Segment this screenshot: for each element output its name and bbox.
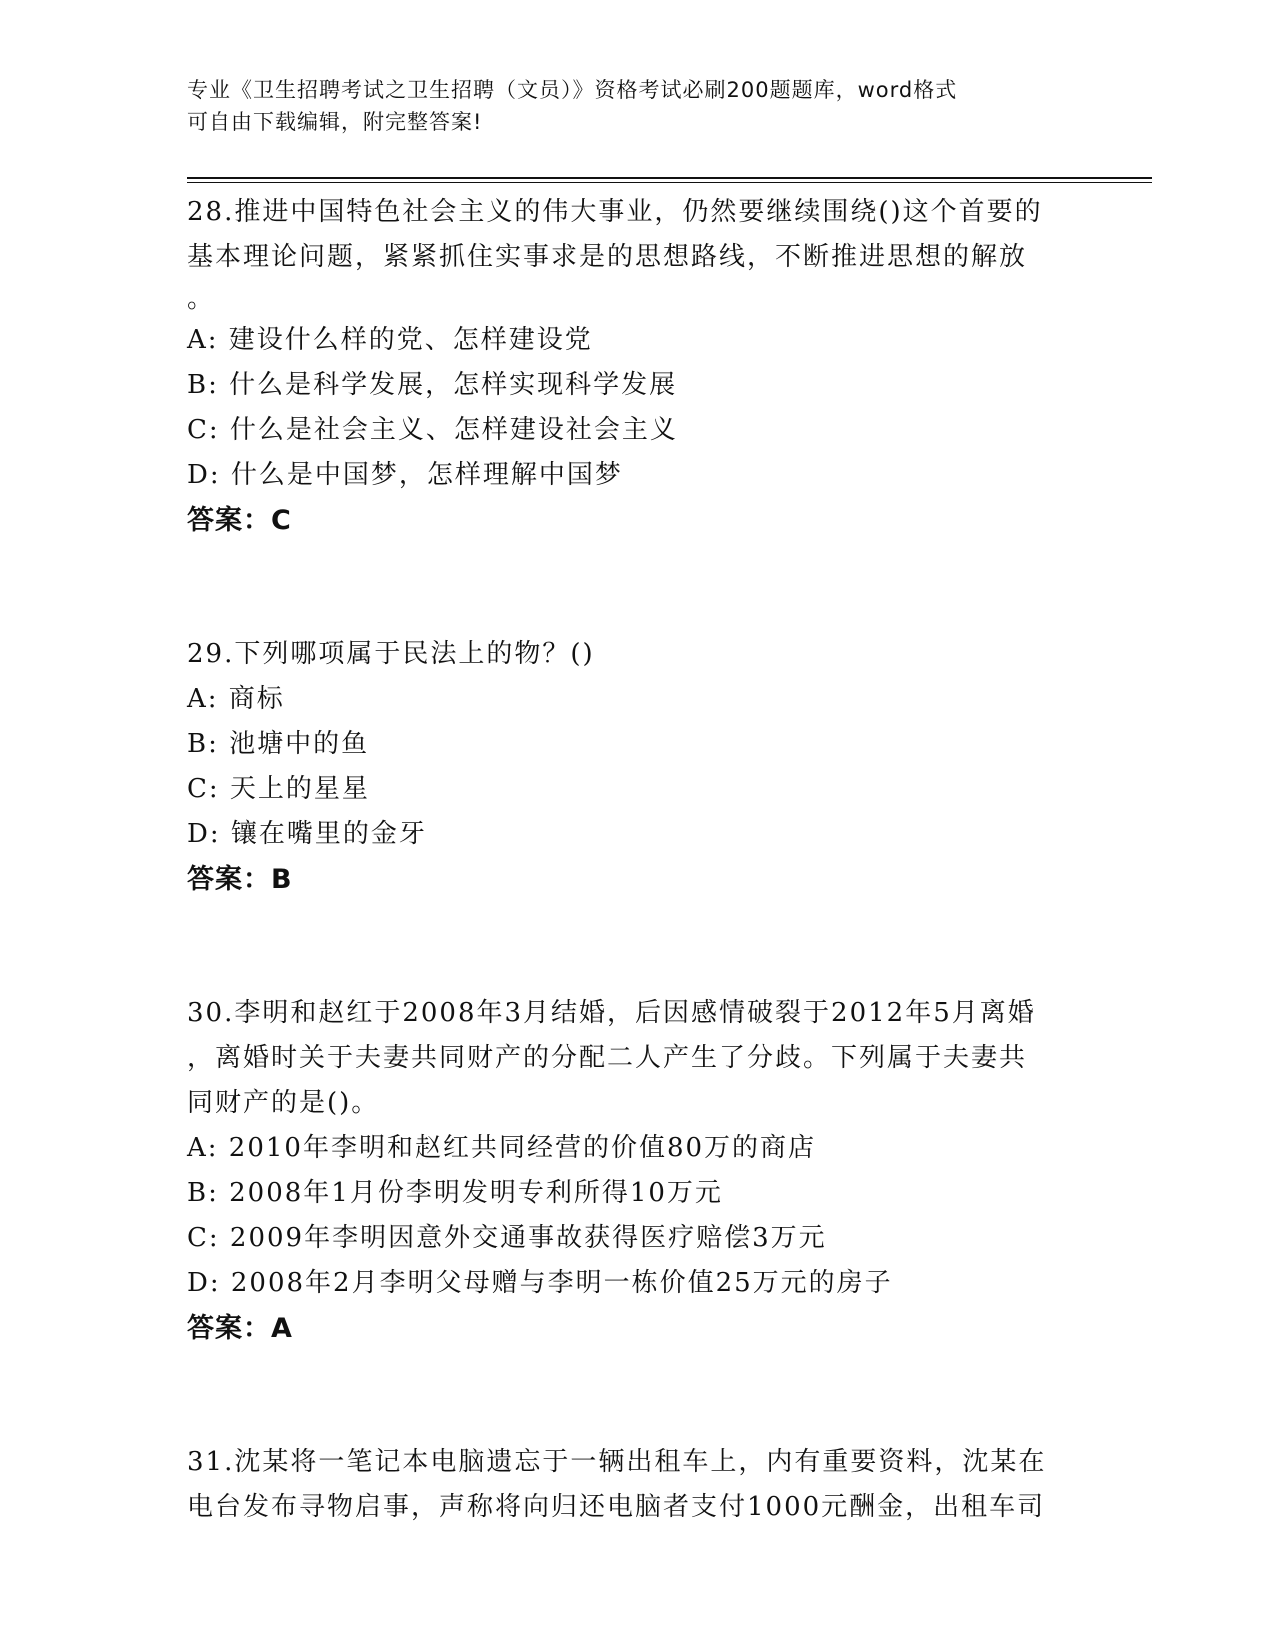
question-text-line: 电台发布寻物启事，声称将向归还电脑者支付1000元酬金，出租车司 [187,1492,1046,1522]
option-b: B: 池塘中的鱼 [187,729,370,759]
question-text-line: 30.李明和赵红于2008年3月结婚，后因感情破裂于2012年5月离婚 [187,998,1036,1028]
option-a: A: 2010年李明和赵红共同经营的价值80万的商店 [187,1133,817,1163]
question-text-line: 31.沈某将一笔记本电脑遗忘于一辆出租车上，内有重要资料，沈某在 [187,1447,1047,1477]
spacer [187,903,1087,991]
option-b: B: 什么是科学发展，怎样实现科学发展 [187,370,678,400]
question-30 [187,991,1087,1352]
option-c: C: 天上的星星 [187,774,370,804]
question-29 [187,632,1087,903]
header-rule-thick [187,177,1152,179]
answer-label: 答案：A [187,1313,293,1344]
option-c: C: 什么是社会主义、怎样建设社会主义 [187,415,678,445]
header-line-1: 专业《卫生招聘考试之卫生招聘（文员）》资格考试必刷200题题库，word格式 [187,78,958,102]
header-rule-thin [187,182,1152,183]
question-text-line: 同财产的是()。 [187,1088,380,1118]
header-line-2: 可自由下载编辑，附完整答案! [187,110,483,134]
question-text-line: 29.下列哪项属于民法上的物？() [187,639,595,669]
question-list [187,190,1087,1530]
option-a: A: 商标 [187,684,285,714]
document-header [187,74,1067,138]
question-text-line: 28.推进中国特色社会主义的伟大事业，仍然要继续围绕()这个首要的 [187,197,1043,227]
answer-label: 答案：C [187,505,292,536]
option-d: D: 镶在嘴里的金牙 [187,819,427,849]
spacer [187,1352,1087,1440]
question-28 [187,190,1087,544]
question-31 [187,1440,1087,1530]
question-text-line: 基本理论问题，紧紧抓住实事求是的思想路线，不断推进思想的解放 [187,242,1028,272]
option-d: D: 2008年2月李明父母赠与李明一栋价值25万元的房子 [187,1268,893,1298]
question-text-line: 。 [187,284,216,314]
option-d: D: 什么是中国梦，怎样理解中国梦 [187,460,623,490]
option-c: C: 2009年李明因意外交通事故获得医疗赔偿3万元 [187,1223,827,1253]
option-a: A: 建设什么样的党、怎样建设党 [187,325,593,355]
spacer [187,544,1087,632]
question-text-line: ，离婚时关于夫妻共同财产的分配二人产生了分歧。下列属于夫妻共 [187,1043,1028,1073]
option-b: B: 2008年1月份李明发明专利所得10万元 [187,1178,723,1208]
answer-label: 答案：B [187,864,293,895]
